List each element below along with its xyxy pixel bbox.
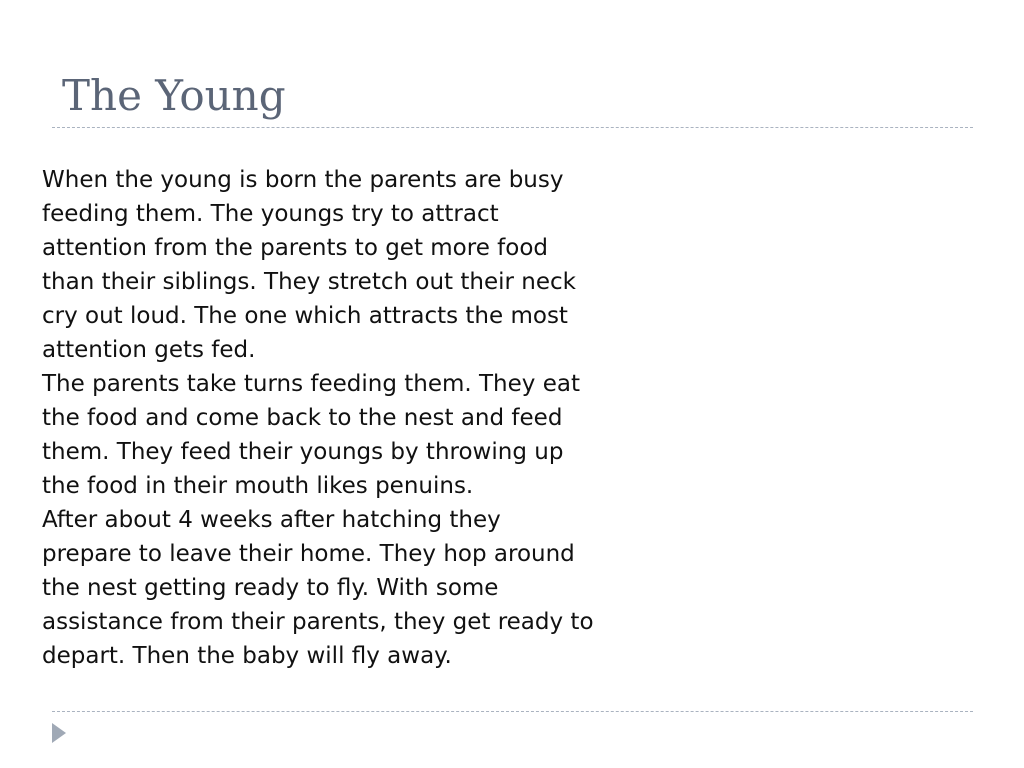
footer-divider [52, 711, 973, 712]
body-line: cry out loud. The one which attracts the most [42, 303, 568, 329]
body-line: depart. Then the baby will fly away. [42, 643, 452, 669]
title-divider [52, 127, 973, 128]
slide-title: The Young [62, 71, 286, 120]
body-line: the food and come back to the nest and feed [42, 405, 563, 431]
body-line: the nest getting ready to fly. With some [42, 575, 499, 601]
body-line: them. They feed their youngs by throwing up [42, 439, 564, 465]
body-line: attention gets fed. [42, 337, 256, 363]
body-line: When the young is born the parents are busy [42, 167, 564, 193]
body-line: assistance from their parents, they get ready to [42, 609, 594, 635]
body-line: the food in their mouth likes penuins. [42, 473, 474, 499]
body-line: prepare to leave their home. They hop around [42, 541, 575, 567]
body-line: than their siblings. They stretch out their neck [42, 269, 576, 295]
body-line: attention from the parents to get more food [42, 235, 549, 261]
body-line: After about 4 weeks after hatching they [42, 507, 501, 533]
body-line: feeding them. The youngs try to attract [42, 201, 499, 227]
triangle-right-icon[interactable] [52, 723, 66, 743]
body-line: The parents take turns feeding them. They eat [42, 371, 580, 397]
slide-body [42, 163, 722, 673]
